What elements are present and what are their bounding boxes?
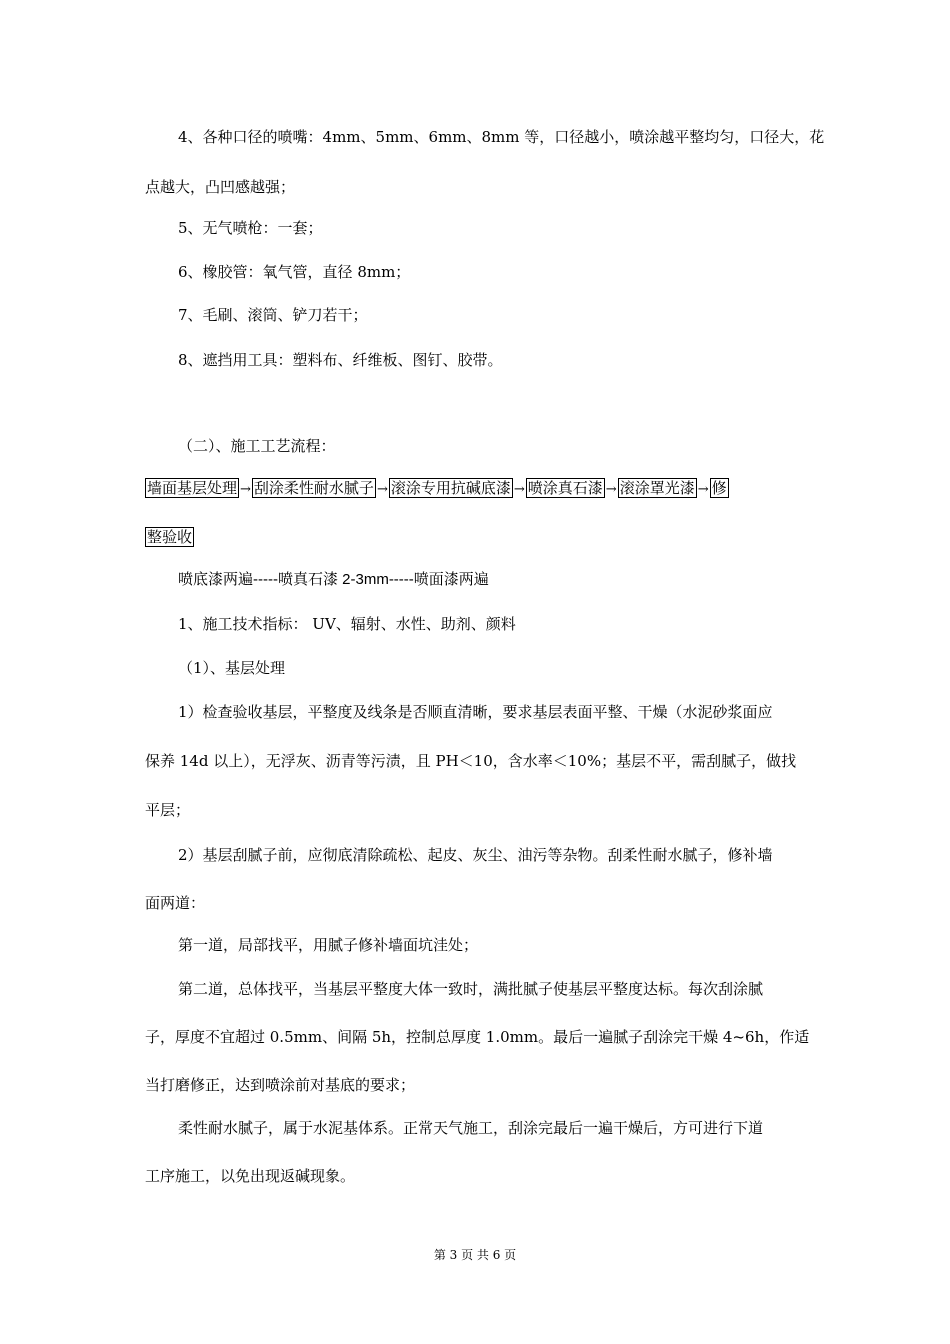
paragraph-flexible-putty: 柔性耐水腻子，属于水泥基体系。正常天气施工，刮涂完最后一遍干燥后，方可进行下道 [178,1119,764,1137]
flow-step: 滚涂罩光漆 [619,479,695,497]
paragraph-brushes: 7、毛刷、滚筒、铲刀若干； [178,306,368,324]
page-footer: 第 3 页 共 6 页 [433,1248,517,1262]
arrow-icon: → [697,482,709,497]
arrow-icon: → [240,482,251,497]
paragraph-putty-prep-cont: 面两道： [145,894,206,912]
flow-step: 整验收 [147,528,193,546]
paragraph-inspect-base: 1）检查验收基层，平整度及线条是否顺直清晰，要求基层表面平整、干燥（水泥砂浆面应 [178,703,773,721]
paragraph-hose: 6、橡胶管：氧气管，直径 8mm； [178,263,411,281]
arrow-icon: → [513,482,525,497]
section-heading-process: （二）、施工工艺流程： [178,437,336,455]
process-flow [145,478,729,500]
paragraph-inspect-base-cont: 保养 14d 以上），无浮灰、沥青等污渍，且 PH＜10，含水率＜10%；基层不平，需刮腻子，做找 [145,752,797,770]
paragraph-putty-prep: 2）基层刮腻子前，应彻底清除疏松、起皮、灰尘、油污等杂物。刮柔性耐水腻子，修补墙 [178,846,773,864]
paragraph-second-coat: 第二道，总体找平，当基层平整度大体一致时，满批腻子使基层平整度达标。每次刮涂腻 [178,980,764,998]
paragraph-spray-sequence: 喷底漆两遍-----喷真石漆 2-3mm-----喷面漆两遍 [178,571,489,588]
paragraph-second-coat-cont: 子，厚度不宜超过 0.5mm、间隔 5h，控制总厚度 1.0mm。最后一遍腻子刮涂完干燥 4~6h，作适 [145,1028,810,1046]
arrow-icon: → [376,482,388,497]
process-flow-cont [145,527,194,547]
arrow-icon: → [605,482,617,497]
paragraph-masking-tools: 8、遮挡用工具：塑料布、纤维板、图钉、胶带。 [178,351,503,369]
paragraph-second-coat-end: 当打磨修正，达到喷涂前对基底的要求； [145,1076,416,1094]
flow-step: 喷涂真石漆 [527,479,603,497]
paragraph-nozzles: 4、各种口径的喷嘴：4mm、5mm、6mm、8mm 等，口径越小，喷涂越平整均匀，口径大，花 [178,128,825,146]
paragraph-inspect-base-end: 平层； [145,801,191,819]
paragraph-first-coat: 第一道，局部找平，用腻子修补墙面坑洼处； [178,936,479,954]
flow-step: 修 [711,479,727,497]
paragraph-nozzles-cont: 点越大，凸凹感越强； [145,178,296,196]
subheading-base-treatment: （1）、基层处理 [178,659,286,677]
flow-step: 墙面基层处理 [147,479,238,497]
paragraph-spray-gun: 5、无气喷枪：一套； [178,219,323,237]
flow-step: 刮涂柔性耐水腻子 [253,479,374,497]
paragraph-flexible-putty-cont: 工序施工，以免出现返碱现象。 [145,1167,356,1185]
flow-step: 滚涂专用抗碱底漆 [390,479,511,497]
paragraph-tech-indicators: 1、施工技术指标： UV、辐射、水性、助剂、颜料 [178,615,516,633]
